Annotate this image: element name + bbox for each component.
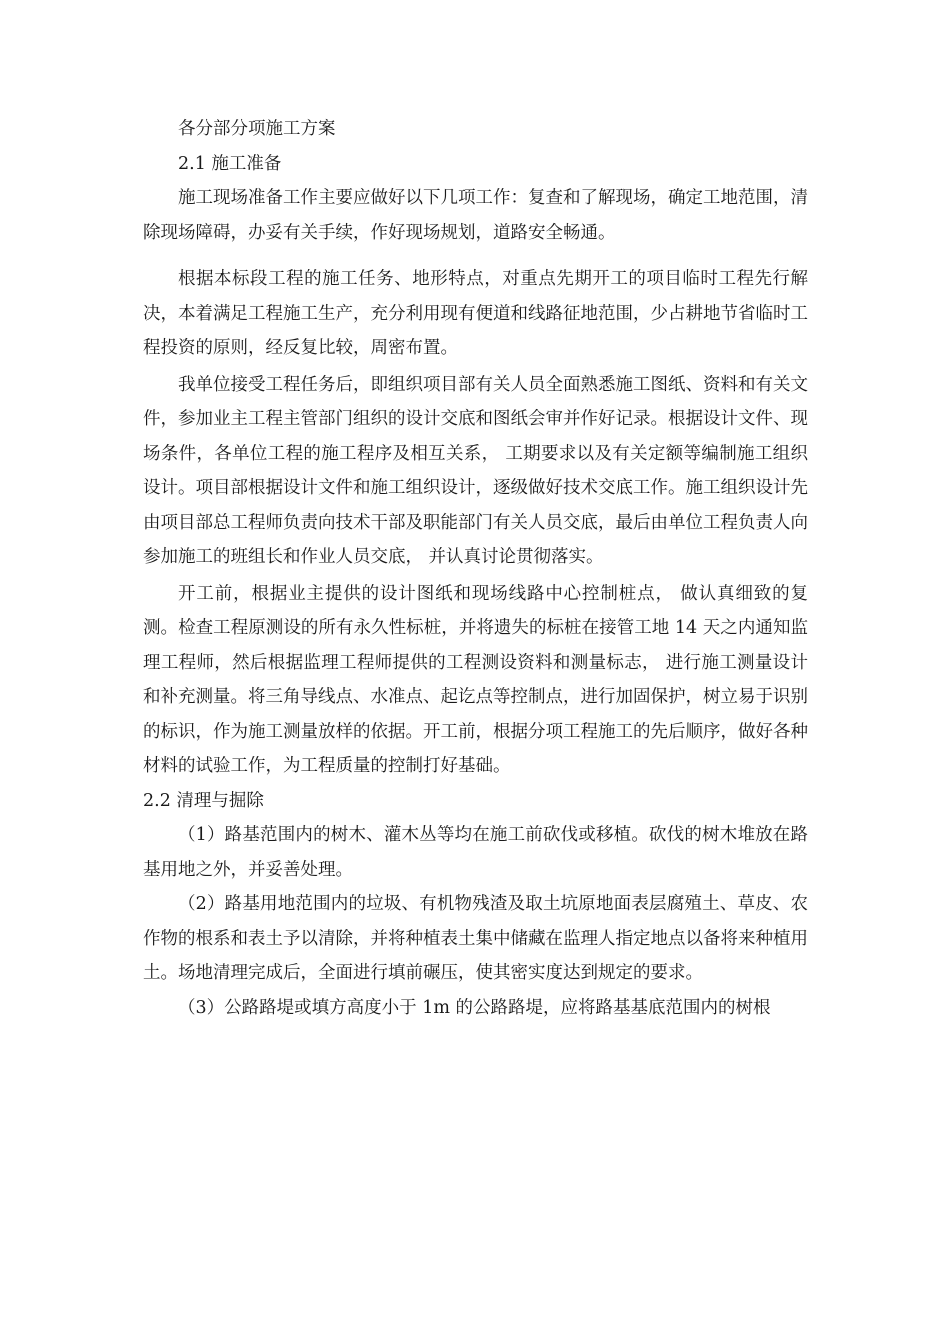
paragraph-site-preparation: 施工现场准备工作主要应做好以下几项工作：复查和了解现场，确定工地范围，清除现场障碍，办妥有关手续，作好现场规划，道路安全畅通。: [143, 188, 808, 243]
paragraph-temporary-works: 根据本标段工程的施工任务、地形特点，对重点先期开工的项目临时工程先行解决，本着满足工程施工生产，充分利用现有便道和线路征地范围，少占耕地节省临时工程投资的原则，经反复比较，周密布置。: [143, 269, 808, 358]
document-title: 各分部分项施工方案: [178, 119, 336, 139]
list-item-clearing-2: （2）路基用地范围内的垃圾、有机物残渣及取土坑原地面表层腐殖土、草皮、农作物的根系和表土予以清除，并将种植表土集中储藏在监理人指定地点以备将来种植用土。场地清理完成后，全面进行填前碾压，使其密实度达到规定的要求。: [143, 894, 808, 983]
list-item-clearing-1: （1）路基范围内的树木、灌木丛等均在施工前砍伐或移植。砍伐的树木堆放在路基用地之外，并妥善处理。: [143, 825, 808, 880]
document-body: [143, 112, 808, 1025]
section-heading-2-2: 2.2 清理与掘除: [143, 790, 264, 811]
section-heading-2-1: 2.1 施工准备: [178, 153, 282, 174]
paragraph-survey-review: 开工前，根据业主提供的设计图纸和现场线路中心控制桩点， 做认真细致的复测。检查工程原测设的所有永久性标桩，并将遗失的标桩在接管工地 14 天之内通知监理工程师，然后根据监理工程师提供的工程测设资料和测量标志， 进行施工测量设计和补充测量。将三角导线点、水准点、起讫点等控制点，进行加固保护，树立易于识别的标识，作为施工测量放样的依据。开工前，根据分项工程施工的先后顺序，做好各种材料的试验工作，为工程质量的控制打好基础。: [143, 583, 808, 776]
paragraph-technical-briefing: 我单位接受工程任务后，即组织项目部有关人员全面熟悉施工图纸、资料和有关文件，参加业主工程主管部门组织的设计交底和图纸会审并作好记录。根据设计文件、现场条件，各单位工程的施工程序及相互关系， 工期要求以及有关定额等编制施工组织设计。项目部根据设计文件和施工组织设计，逐级做好技术交底工作。施工组织设计先由项目部总工程师负责向技术干部及职能部门有关人员交底，最后由单位工程负责人向参加施工的班组长和作业人员交底， 并认真讨论贯彻落实。: [143, 374, 808, 567]
list-item-clearing-3: （3）公路路堤或填方高度小于 1m 的公路路堤，应将路基基底范围内的树根: [178, 997, 771, 1018]
